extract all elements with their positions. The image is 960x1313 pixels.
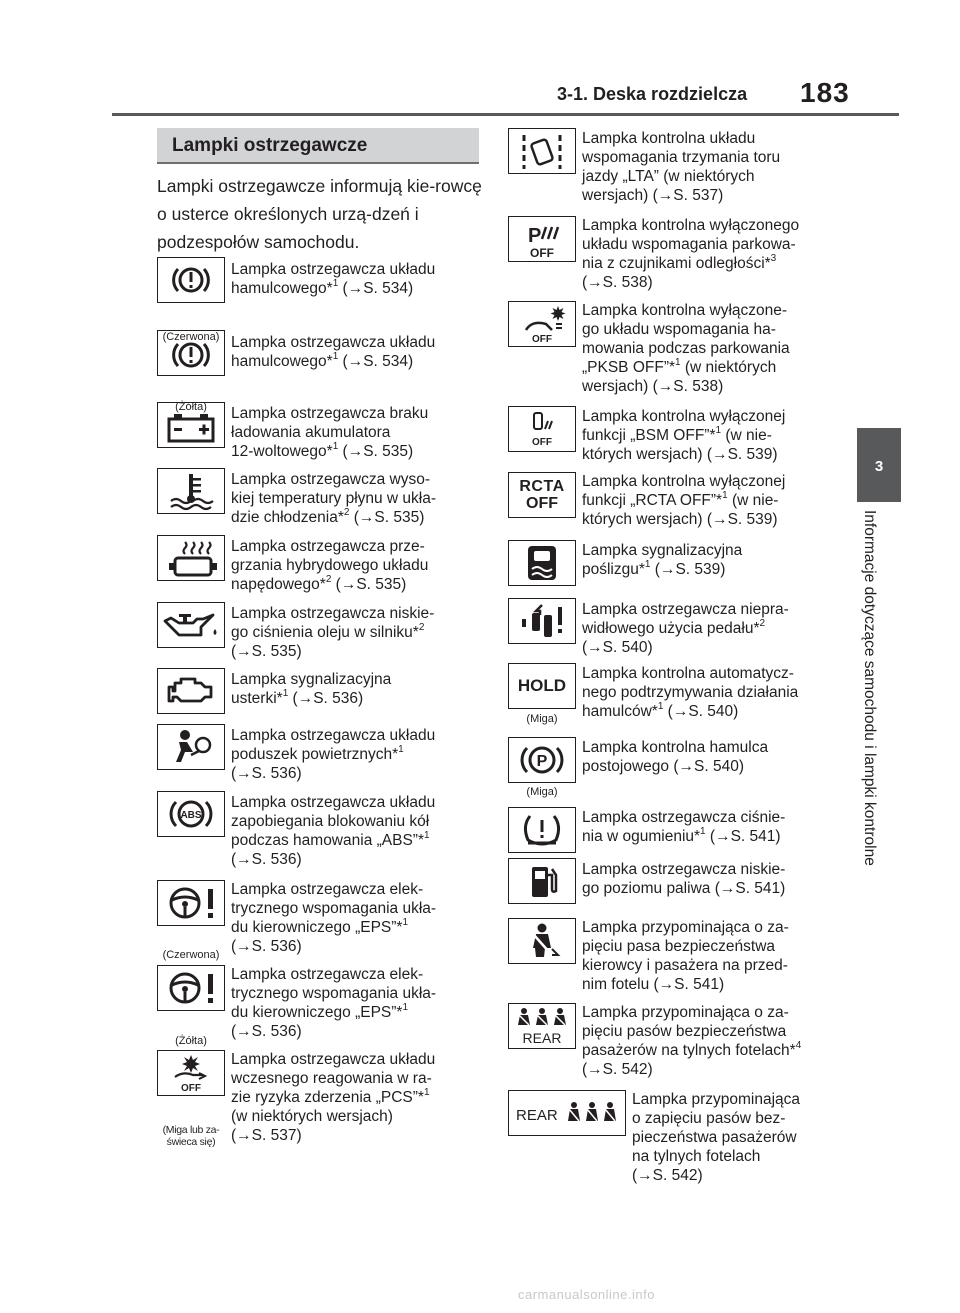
svg-text:OFF: OFF — [530, 246, 554, 259]
rear-seatbelt-icon — [508, 1003, 576, 1049]
svg-text:REAR: REAR — [516, 1107, 558, 1124]
pcs-off-icon — [157, 1050, 225, 1096]
desc-r8: Lampka kontrolna hamulca postojowego (→S. 540) — [582, 739, 769, 775]
tire-pressure-icon — [508, 807, 576, 853]
desc-r5: Lampka sygnalizacyjna poślizgu*$^1$ (→S. 539) — [582, 542, 743, 578]
desc-l10: Lampka ostrzegawcza elek- trycznego wspomagania ukła- du kierowniczego „EPS”*$^1$ (→S. 536) — [231, 966, 437, 1040]
oil-pressure-icon — [157, 602, 225, 648]
desc-l0: Lampka ostrzegawcza układu hamulcowego*$^1$ (→S. 534) — [231, 261, 436, 297]
icon-color-label: (Miga) — [526, 713, 558, 725]
desc-l11: Lampka ostrzegawcza układu wczesnego reagowania w ra- zie ryzyka zderzenia „PCS”*$^1$ (w niektórych wersjach) (→S. 537) — [231, 1051, 436, 1144]
section-heading: Lampki ostrzegawcze — [157, 128, 479, 164]
svg-text:ABS: ABS — [180, 810, 202, 821]
desc-r2: Lampka kontrolna wyłączone- go układu wspomagania ha- mowania podczas parkowania „PKSB OFF”*$^1$ (w niektórych wersjach) (→S. 538) — [582, 302, 790, 395]
desc-r13: Lampka przypominająca o zapięciu pasów bez- pieczeństwa pasażerów na tylnych fotelach (→S. 542) — [632, 1091, 801, 1184]
icon-color-label: (Czerwona) — [162, 331, 220, 343]
low-fuel-icon — [508, 858, 576, 904]
parking-sensor-off-icon — [508, 216, 576, 262]
desc-l1: Lampka ostrzegawcza układu hamulcowego*$^1$ (→S. 534) — [231, 334, 436, 370]
bsm-off-icon — [508, 406, 576, 452]
coolant-temp-icon — [157, 468, 225, 514]
chapter-tab[interactable]: 3 — [857, 428, 901, 502]
eps-icon — [157, 965, 225, 1011]
slip-indicator-icon — [508, 540, 576, 586]
desc-r3: Lampka kontrolna wyłączonej funkcji „BSM OFF”*$^1$ (w nie- których wersjach) (→S. 539) — [582, 408, 786, 463]
desc-l9: Lampka ostrzegawcza elek- trycznego wspomagania ukła- du kierowniczego „EPS”*$^1$ (→S. 536) — [231, 881, 437, 955]
svg-text:OFF: OFF — [532, 437, 552, 448]
desc-r1: Lampka kontrolna wyłączonego układu wspomagania parkowa- nia z czujnikami odległości*$^3$ (→S. 538) — [582, 217, 800, 291]
icon-color-label: (Żółta) — [175, 401, 207, 413]
desc-l4: Lampka ostrzegawcza prze- grzania hybrydowego układu napędowego*$^2$ (→S. 535) — [231, 538, 429, 593]
hybrid-overheat-icon — [157, 535, 225, 581]
seatbelt-icon — [508, 918, 576, 964]
check-engine-icon — [157, 668, 225, 714]
airbag-icon — [157, 724, 225, 770]
pksb-off-icon — [508, 301, 576, 347]
desc-r7: Lampka kontrolna automatycz- nego podtrzymywania działania hamulców*$^1$ (→S. 540) — [582, 665, 799, 720]
desc-r0: Lampka kontrolna układu wspomagania trzymania toru jazdy „LTA” (w niektórych wersjach) (→S. 537) — [582, 130, 781, 204]
page-number: 183 — [800, 77, 850, 108]
desc-l8: Lampka ostrzegawcza układu zapobiegania blokowaniu kół podczas hamowania „ABS”*$^1$ (→S. 536) — [231, 794, 436, 868]
icon-color-label: (Miga) — [526, 786, 558, 798]
rear-seatbelt-wide-icon — [508, 1090, 626, 1136]
desc-l2: Lampka ostrzegawcza braku ładowania akumulatora 12-woltowego*$^1$ (→S. 535) — [231, 405, 429, 460]
abs-icon — [157, 791, 225, 837]
desc-r11: Lampka przypominająca o za- pięciu pasa bezpieczeństwa kierowcy i pasażera na przed- nim fotelu (→S. 541) — [582, 919, 789, 993]
svg-text:P: P — [528, 225, 542, 247]
eps-icon — [157, 880, 225, 926]
svg-text:OFF: OFF — [181, 1083, 201, 1093]
desc-r9: Lampka ostrzegawcza ciśnie- nia w ogumieniu*$^1$ (→S. 541) — [582, 809, 786, 845]
lta-icon — [508, 128, 576, 174]
desc-r12: Lampka przypominająca o za- pięciu pasów bezpieczeństwa pasażerów na tylnych fotelach*$^4$ (→S. 542) — [582, 1004, 802, 1078]
desc-r4: Lampka kontrolna wyłączonej funkcji „RCTA OFF”*$^1$ (w nie- których wersjach) (→S. 539) — [582, 473, 786, 528]
desc-l6: Lampka sygnalizacyjna usterki*$^1$ (→S. 536) — [231, 671, 392, 707]
intro-text: Lampki ostrzegawcze informują kie-rowcę o usterce określonych urzą-dzeń i podzespołów samochodu. — [157, 176, 482, 252]
icon-color-label: (Czerwona) — [162, 949, 220, 961]
hold-icon: HOLD — [508, 663, 576, 709]
icon-color-label: (Żółta) — [175, 1035, 207, 1047]
running-header: 3-1. Deska rozdzielcza — [557, 84, 748, 104]
desc-r10: Lampka ostrzegawcza niskie- go poziomu paliwa (→S. 541) — [582, 861, 786, 897]
rcta-off-icon: RCTA OFF — [508, 472, 576, 518]
desc-l5: Lampka ostrzegawcza niskie- go ciśnienia oleju w silniku*$^2$ (→S. 535) — [231, 605, 435, 660]
parking-brake-icon — [508, 737, 576, 783]
header-divider — [112, 113, 899, 116]
pedal-misuse-icon — [508, 598, 576, 644]
svg-text:P: P — [536, 753, 548, 770]
svg-text:REAR: REAR — [522, 1030, 562, 1046]
watermark: carmanualsonline.info — [518, 1287, 655, 1302]
icon-color-label: (Miga lub za-świeca się) — [162, 1124, 220, 1148]
desc-l7: Lampka ostrzegawcza układu poduszek powietrznych*$^1$ (→S. 536) — [231, 727, 436, 782]
svg-text:OFF: OFF — [532, 334, 552, 344]
desc-r6: Lampka ostrzegawcza niepra- widłowego użycia pedału*$^2$ (→S. 540) — [582, 601, 789, 656]
chapter-title: Informacje dotyczące samochodu i lampki kontrolne — [861, 510, 878, 866]
brake-circle-icon — [157, 257, 225, 303]
desc-l3: Lampka ostrzegawcza wyso- kiej temperatury płynu w ukła- dzie chłodzenia*$^2$ (→S. 535) — [231, 471, 437, 526]
